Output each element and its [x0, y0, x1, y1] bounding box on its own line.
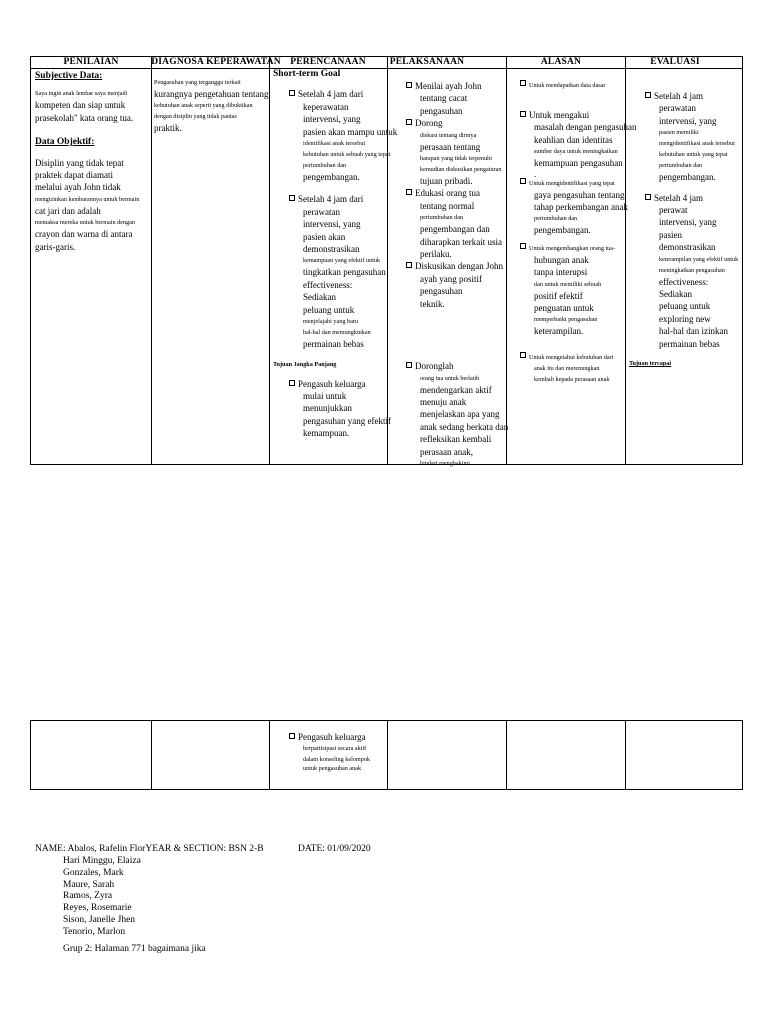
evaluation-line: intervensi, yang [659, 115, 717, 126]
reason-line: anak itu dan merenungkan [534, 364, 600, 372]
goal-line: kebutuhan untuk sebuah yang tepat [303, 151, 391, 159]
evaluation-line: Setelah 4 jam [654, 192, 703, 203]
checkbox-icon [406, 82, 412, 88]
year-section-value: BSN 2-B [228, 844, 264, 854]
goal-line: Setelah 4 jam dari [298, 89, 364, 100]
member-name: Reyes, Rosemarie [63, 903, 132, 914]
checkbox-icon [289, 380, 295, 386]
goal-line: pengasuhan yang efektif [303, 415, 391, 426]
action-line: pengembangan dan [420, 224, 490, 235]
reason-line: positif efektif [534, 290, 583, 301]
goal-line: Setelah 4 jam dari [298, 194, 364, 205]
goal-achieved-label: Tujuan tercapai [629, 360, 672, 368]
cell-perencanaan [273, 68, 398, 440]
reason-line: kembali kepada perasaan anak [534, 375, 610, 383]
cell-evaluasi [629, 90, 743, 369]
action-line: hindari menghakimi. [420, 459, 472, 467]
goal-line: effectiveness: [303, 279, 353, 290]
reason-line: . [534, 168, 537, 179]
reason-line: memperbaiki pengasuhan [534, 316, 598, 324]
goal-line: Pengasuh keluarga [298, 732, 366, 742]
checkbox-icon [520, 352, 526, 358]
evaluation-line: hal-hal dan izinkan [659, 326, 728, 337]
evaluation-line: intervensi, yang [659, 217, 717, 228]
goal-line: pertumbuhan dan [303, 162, 347, 170]
group-note: Grup 2: Halaman 771 bagaimana jika [63, 944, 206, 954]
reason-line: keterampilan. [534, 326, 584, 337]
subjective-line: Saya ingin anak lembar saya menjadi [35, 90, 128, 98]
member-name: Gonzales, Mark [63, 867, 124, 878]
evaluation-line: demonstrasikan [659, 242, 716, 253]
name-value: Abalos, Rafelin Flor [67, 844, 146, 854]
evaluation-line: perawat [659, 205, 688, 216]
evaluation-line: permainan bebas [659, 338, 720, 349]
column-divider [506, 721, 507, 789]
column-divider [269, 721, 270, 789]
goal-line: intervensi, yang [303, 219, 361, 230]
reason-line: sumber daya untuk meningkatkan [534, 148, 618, 156]
action-line: diharapkan terkait usia [420, 236, 502, 247]
cell-pelaksanaan [406, 80, 514, 469]
action-line: teknik. [420, 298, 445, 309]
action-line: ayah yang positif [420, 273, 482, 284]
goal-line: identifikasi anak tersebut [303, 140, 366, 148]
reason-line: pengembangan. [534, 225, 591, 236]
checkbox-icon [406, 262, 412, 268]
action-line: Menilai ayah John [415, 81, 482, 91]
action-line: perilaku. [420, 249, 452, 260]
action-line: tentang cacat [420, 93, 468, 104]
goal-line: permainan bebas [303, 339, 364, 350]
checkbox-icon [645, 92, 651, 98]
goal-line: Pengasuh keluarga [298, 378, 366, 389]
checkbox-icon [406, 362, 412, 368]
action-line: Edukasi orang tua [415, 188, 480, 199]
goal-line: pasien akan mampu untuk [303, 126, 398, 137]
group-members-list [63, 856, 141, 939]
checkbox-icon [289, 733, 295, 739]
reason-line: penguatan untuk [534, 303, 594, 314]
header-alasan: ALASAN [540, 57, 582, 67]
action-line: tujuan pribadi. [420, 176, 473, 187]
action-line: kemudian diskusikan pengaturan [420, 166, 502, 174]
reason-line: Untuk mengetahui kebutuhan dari [529, 353, 614, 361]
checkbox-icon [406, 189, 412, 195]
goal-line: tingkatkan pengasuhan [303, 267, 386, 278]
checkbox-icon [520, 178, 526, 184]
header-diagnosa: DIAGNOSA KEPERAWATAN [151, 57, 281, 67]
action-line: anak sedang berkata dan [420, 421, 509, 432]
reason-line: tahap perkembangan anak [534, 202, 628, 213]
action-line: menjelaskan apa yang [420, 409, 500, 420]
goal-line: intervensi, yang [303, 114, 361, 125]
cell-penilaian [35, 70, 160, 253]
evaluation-line: pertumbuhan dan [659, 162, 703, 170]
checkbox-icon [520, 243, 526, 249]
nursing-care-plan-table [30, 56, 743, 465]
checkbox-icon [645, 194, 651, 200]
goal-line: kemampuan. [303, 428, 350, 439]
evaluation-line: kebutuhan untuk yang tepat [659, 151, 728, 159]
evaluation-line: pasien [659, 229, 682, 240]
action-line: perasaan anak, [420, 446, 473, 457]
goal-line: dalam konseling kelompok [303, 756, 371, 764]
evaluation-line: pengembangan. [659, 172, 716, 183]
objective-line: memaksa mereka untuk bermain dengan [35, 219, 135, 227]
action-line: Diskusikan dengan John [415, 261, 503, 272]
action-line: diskusi tentang dirinya [420, 131, 477, 139]
goal-line: menunjukkan [303, 403, 352, 414]
goal-line: kemampuan yang efektif untuk [303, 257, 381, 265]
date-label: DATE: [298, 844, 325, 854]
column-divider [625, 721, 626, 789]
column-divider [151, 721, 152, 789]
header-pelaksanaan: PELAKSANAAN [389, 57, 465, 67]
short-term-goal-title: Short-term Goal [273, 69, 341, 79]
cell-continuation-perencanaan [289, 731, 419, 772]
reason-line: tanpa interupsi [534, 267, 588, 278]
evaluation-line: Setelah 4 jam [654, 91, 703, 101]
reason-line: Untuk mengidentifikasi yang tepat [529, 179, 615, 187]
action-line: harapan yang tidak terpenuhi [420, 155, 492, 163]
action-line: Doronglah [415, 361, 454, 372]
checkbox-icon [406, 119, 412, 125]
reason-line: masalah dengan pengasuhan [534, 122, 637, 133]
member-name: Hari Minggu, Elaiza [63, 856, 141, 866]
member-name: Sison, Janelle Jhen [63, 914, 136, 925]
reason-line: Untuk mendapatkan data dasar [529, 82, 606, 89]
action-line: mendengarkan aktif [420, 384, 492, 395]
header-perencanaan: PERENCANAAN [290, 57, 366, 67]
checkbox-icon [520, 111, 526, 117]
goal-line: pengembangan. [303, 172, 360, 183]
evaluation-line: effectiveness: [659, 276, 709, 287]
goal-line: pasien akan [303, 231, 346, 242]
member-name: Tenorio, Marlon [63, 926, 126, 937]
evaluation-line: peluang untuk [659, 301, 711, 312]
goal-line: keperawatan [303, 101, 349, 112]
action-line: menuju anak [420, 396, 467, 407]
reason-line: hubungan anak [534, 254, 589, 265]
evaluation-line: Sediakan [659, 289, 692, 300]
objective-line: Disiplin yang tidak tepat [35, 157, 124, 168]
reason-line: pertumbuhan dan [534, 215, 578, 223]
date-line [298, 844, 371, 856]
objective-line: praktek dapat diamati [35, 170, 113, 181]
cell-alasan [520, 80, 637, 385]
cell-diagnosa [154, 77, 272, 135]
header-penilaian: PENILAIAN [63, 57, 119, 67]
reason-line: Untuk mengembangkan orang tua- [529, 244, 616, 252]
action-line: perasaan tentang [420, 141, 481, 152]
reason-line: gaya pengasuhan tentang [534, 189, 625, 200]
checkbox-icon [289, 90, 295, 96]
evaluation-line: meningkatkan pengasuhan [659, 266, 725, 274]
subjective-line: kompeten dan siap untuk [35, 100, 126, 111]
action-line: pengasuhan [420, 105, 463, 116]
date-value: 01/09/2020 [327, 844, 371, 854]
goal-line: peluang untuk [303, 304, 355, 315]
goal-line: berpartisipasi secara aktif [303, 745, 367, 753]
reason-line: kemampuan pengasuhan [534, 158, 623, 169]
objective-line: mengizinkan kembarannya untuk bermain [35, 195, 140, 203]
evaluation-line: keterampilan yang efektif untuk [659, 255, 739, 263]
diagnosa-line: kurangnya pengetahuan tentang [154, 89, 269, 99]
member-name: Ramos, Zyra [63, 891, 113, 902]
evaluation-line: perawatan [659, 103, 696, 114]
continuation-table [30, 720, 743, 790]
objective-line: garis-garis. [35, 241, 76, 252]
diagnosa-line: dengan disiplin yang tidak pantas [154, 113, 237, 121]
header-evaluasi: EVALUASI [650, 57, 700, 67]
objective-title: Data Objektif: [35, 137, 95, 148]
action-line: Dorong [415, 118, 443, 129]
checkbox-icon [289, 195, 295, 201]
evaluation-line: mengidentifikasi anak tersebut [659, 140, 735, 148]
subjective-line: prasekolah" kata orang tua. [35, 112, 134, 123]
action-line: refleksikan kembali [420, 434, 492, 445]
action-line: pengasuhan [420, 286, 463, 297]
diagnosa-line: Pengasuhan yang terganggu terkait [154, 79, 241, 86]
checkbox-icon [520, 80, 526, 86]
goal-line: menjelajahi yang baru [303, 318, 358, 326]
name-label: NAME: [35, 844, 66, 854]
diagnosa-line: kebutuhan anak seperti yang dibuktikan [154, 102, 253, 110]
goal-line: demonstrasikan [303, 244, 360, 255]
reason-line: dan untuk memiliki sebuah [534, 280, 602, 288]
objective-line: crayon dan warna di antara [35, 229, 133, 240]
objective-line: cat jari dan adalah [35, 205, 101, 216]
year-section-label: YEAR & SECTION: [145, 844, 227, 854]
reason-line: Untuk mengakui [529, 110, 590, 120]
evaluation-line: pasien memiliki [659, 129, 699, 137]
goal-line: Sediakan [303, 292, 336, 303]
member-name: Maure, Sarah [63, 879, 115, 890]
action-line: orang tua untuk berlatih [420, 374, 480, 382]
goal-line: perawatan [303, 206, 340, 217]
action-line: tentang normal [420, 200, 475, 211]
evaluation-line: exploring new [659, 313, 711, 324]
diagnosa-line: praktik. [154, 123, 182, 134]
action-line: pertumbuhan dan [420, 214, 464, 222]
goal-line: hal-hal dan memungkinkan [303, 329, 371, 337]
goal-line: mulai untuk [303, 390, 347, 401]
reason-line: keahlian dan identitas [534, 134, 613, 145]
subjective-title: Subjective Data: [35, 71, 103, 81]
objective-line: melalui ayah John tidak [35, 182, 121, 193]
student-info-line [35, 844, 264, 856]
long-term-goal-title: Tujuan Jangka Panjang [273, 360, 337, 368]
goal-line: untuk pengasuhan anak [303, 765, 362, 773]
